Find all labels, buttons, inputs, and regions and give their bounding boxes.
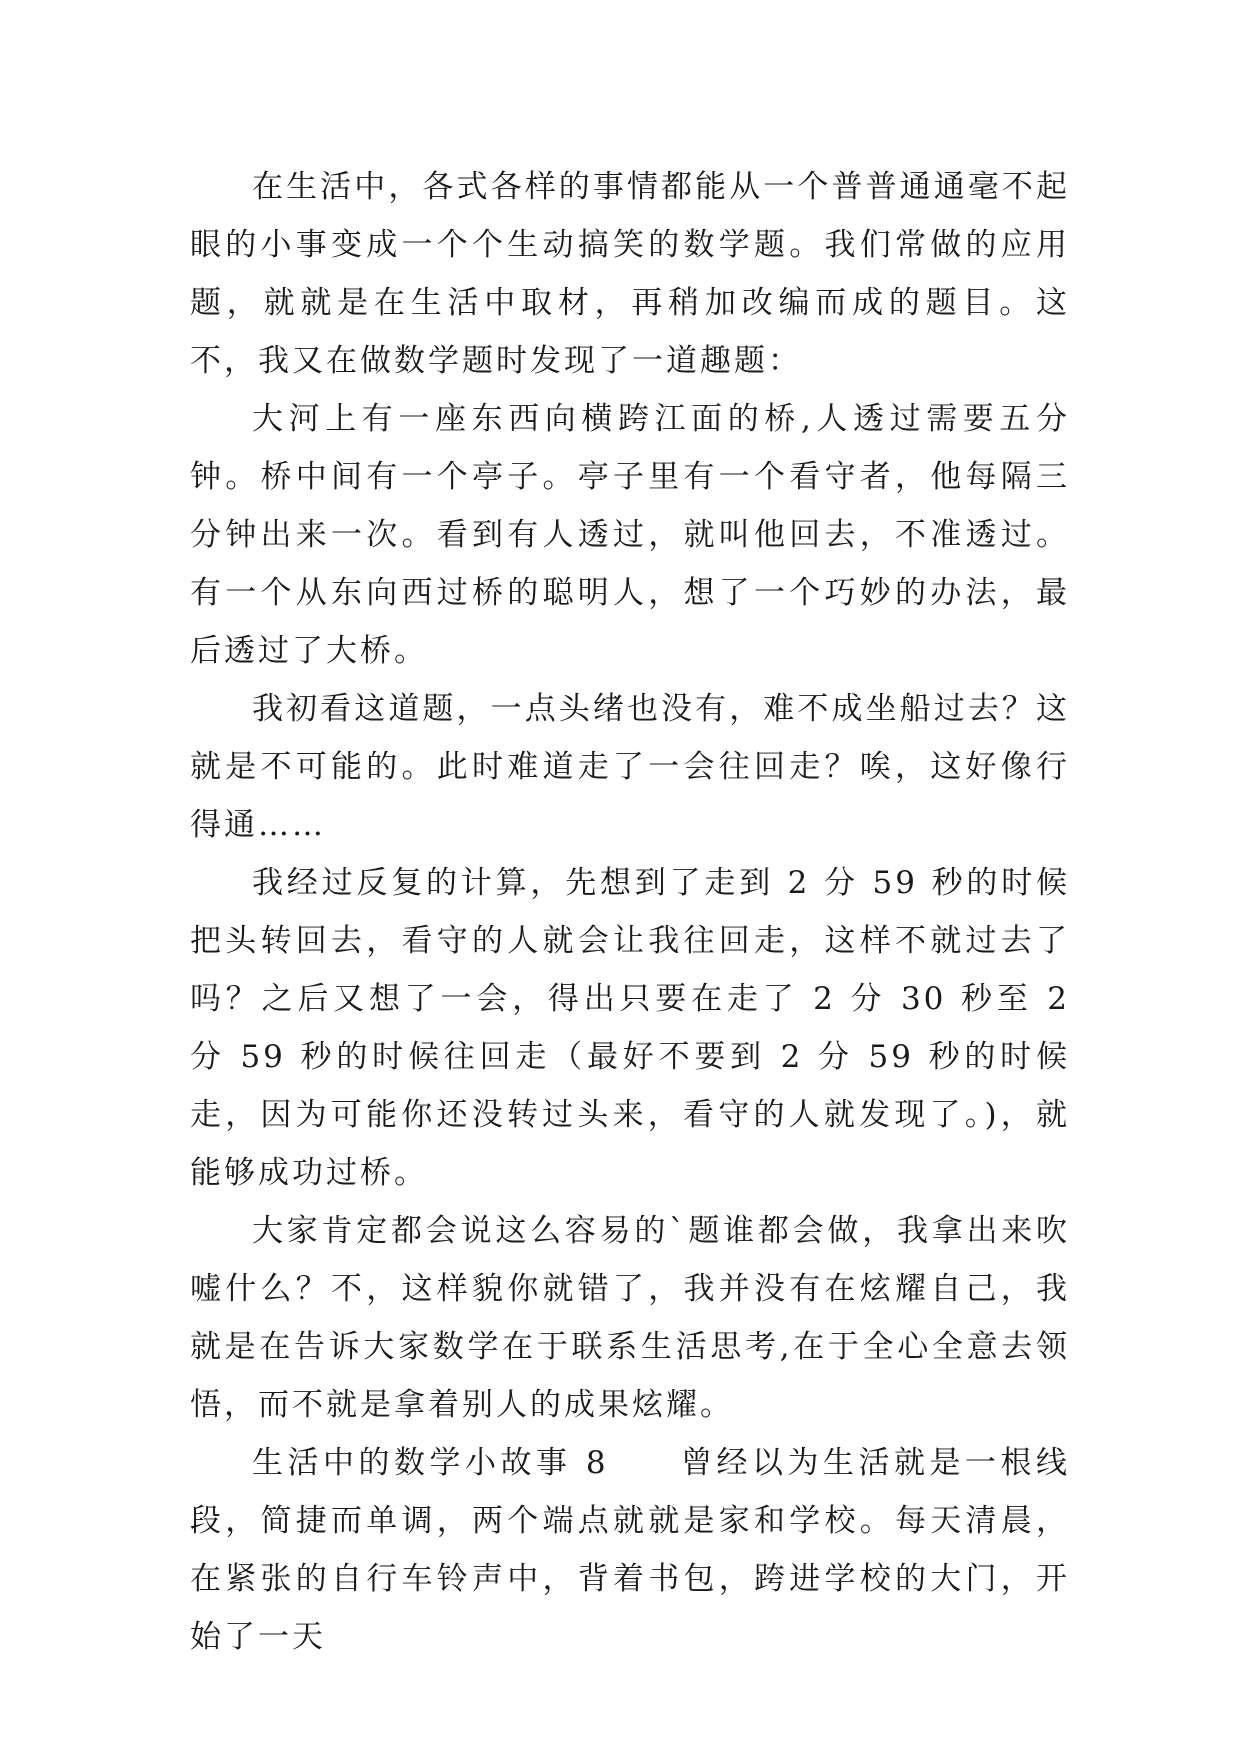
paragraph-bridge-problem: 大河上有一座东西向横跨江面的桥,人透过需要五分钟。桥中间有一个亭子。亭子里有一个看守者，他每隔三分钟出来一次。看到有人透过，就叫他回去，不准透过。有一个从东向西过桥的聪明人，想了一个巧妙的办法，最后透过了大桥。	[190, 401, 1070, 669]
paragraph-story-8: 生活中的数学小故事 8 曾经以为生活就是一根线段，简捷而单调，两个端点就就是家和学校。每天清晨，在紧张的自行车铃声中，背着书包，跨进学校的大门，开始了一天	[190, 1445, 1070, 1655]
paragraph-first-thoughts: 我初看这道题，一点头绪也没有，难不成坐船过去？这就是不可能的。此时难道走了一会往回走？唉，这好像行得通……	[190, 691, 1070, 843]
paragraph-intro: 在生活中，各式各样的事情都能从一个普普通通毫不起眼的小事变成一个个生动搞笑的数学题。我们常做的应用题，就就是在生活中取材，再稍加改编而成的题目。这不，我又在做数学题时发现了一道趣题：	[190, 169, 1070, 379]
paragraph-reflection: 大家肯定都会说这么容易的`题谁都会做，我拿出来吹嘘什么？不，这样貌你就错了，我并没有在炫耀自己，我就是在告诉大家数学在于联系生活思考,在于全心全意去领悟，而不就是拿着别人的成果炫耀。	[190, 1213, 1070, 1423]
document-body	[190, 158, 1070, 1666]
paragraph-solution: 我经过反复的计算，先想到了走到 2 分 59 秒的时候把头转回去，看守的人就会让我往回走，这样不就过去了吗？之后又想了一会，得出只要在走了 2 分 30 秒至 2 分 59 秒的时候往回走（最好不要到 2 分 59 秒的时候走，因为可能你还没转过头来，看守的人就发现了。)，就能够成功过桥。	[190, 865, 1070, 1191]
